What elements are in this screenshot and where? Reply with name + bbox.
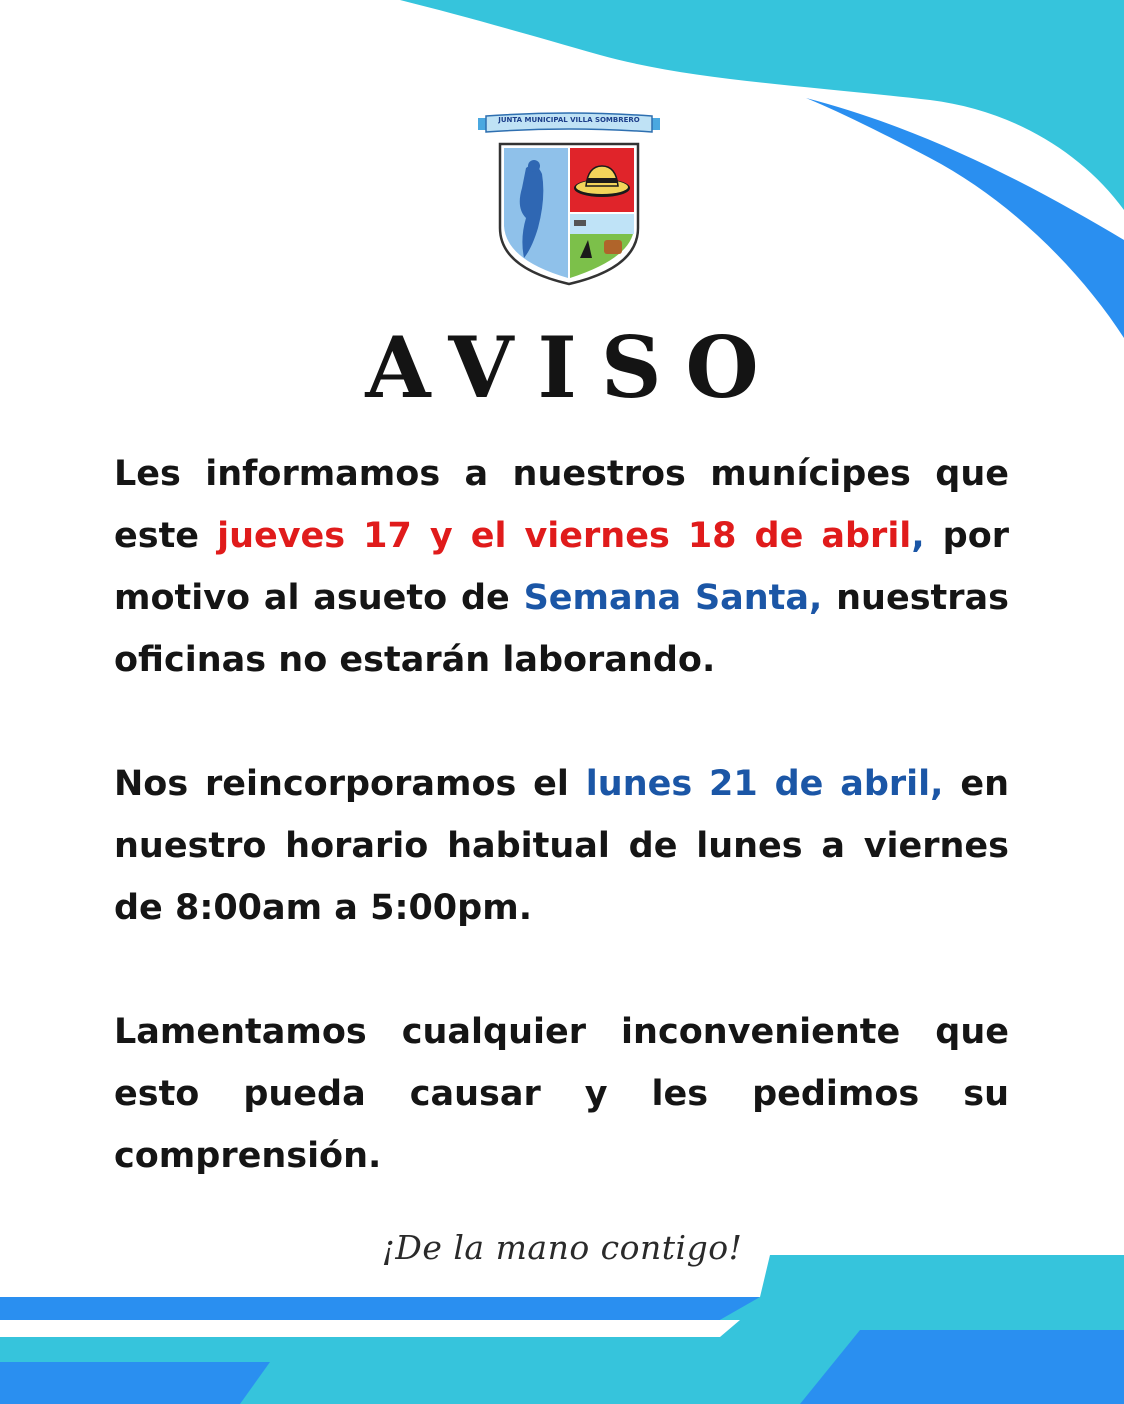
bottom-stripe-blue [0, 1297, 760, 1320]
paragraph-closure [114, 443, 1009, 691]
slogan: ¡De la mano contigo! [381, 1228, 743, 1267]
notice-body [114, 443, 1009, 1187]
return-date: lunes 21 de abril, [585, 764, 944, 804]
logo-banner-text: JUNTA MUNICIPAL VILLA SOMBRERO [498, 116, 640, 124]
paragraph-return [114, 753, 1009, 939]
paragraph1-comma: , [911, 516, 925, 556]
paragraph2-text-c: en nuestro horario habitual de lunes a viernes de 8:00am a 5:00pm. [114, 764, 1009, 928]
bottom-shape-blue-left [0, 1362, 270, 1404]
holiday-name: Semana Santa, [523, 578, 823, 618]
page-title: AVISO [365, 318, 783, 417]
paragraph2-text-a: Nos reincorporamos el [114, 764, 586, 804]
bottom-white-gap [0, 1320, 740, 1337]
paragraph1-text-d: por motivo al asueto de [114, 516, 1009, 618]
closure-dates: jueves 17 y el viernes 18 de abril [217, 516, 912, 556]
paragraph-apology: Lamentamos cualquier inconveniente que esto pueda causar y les pedimos su comprensión. [114, 1012, 1009, 1176]
paragraph1-text-f: nuestras oficinas no estarán laborando. [114, 578, 1009, 680]
paragraph1-text-a: Les informamos a nuestros munícipes que este [114, 454, 1009, 556]
municipal-coat-of-arms [476, 108, 662, 288]
